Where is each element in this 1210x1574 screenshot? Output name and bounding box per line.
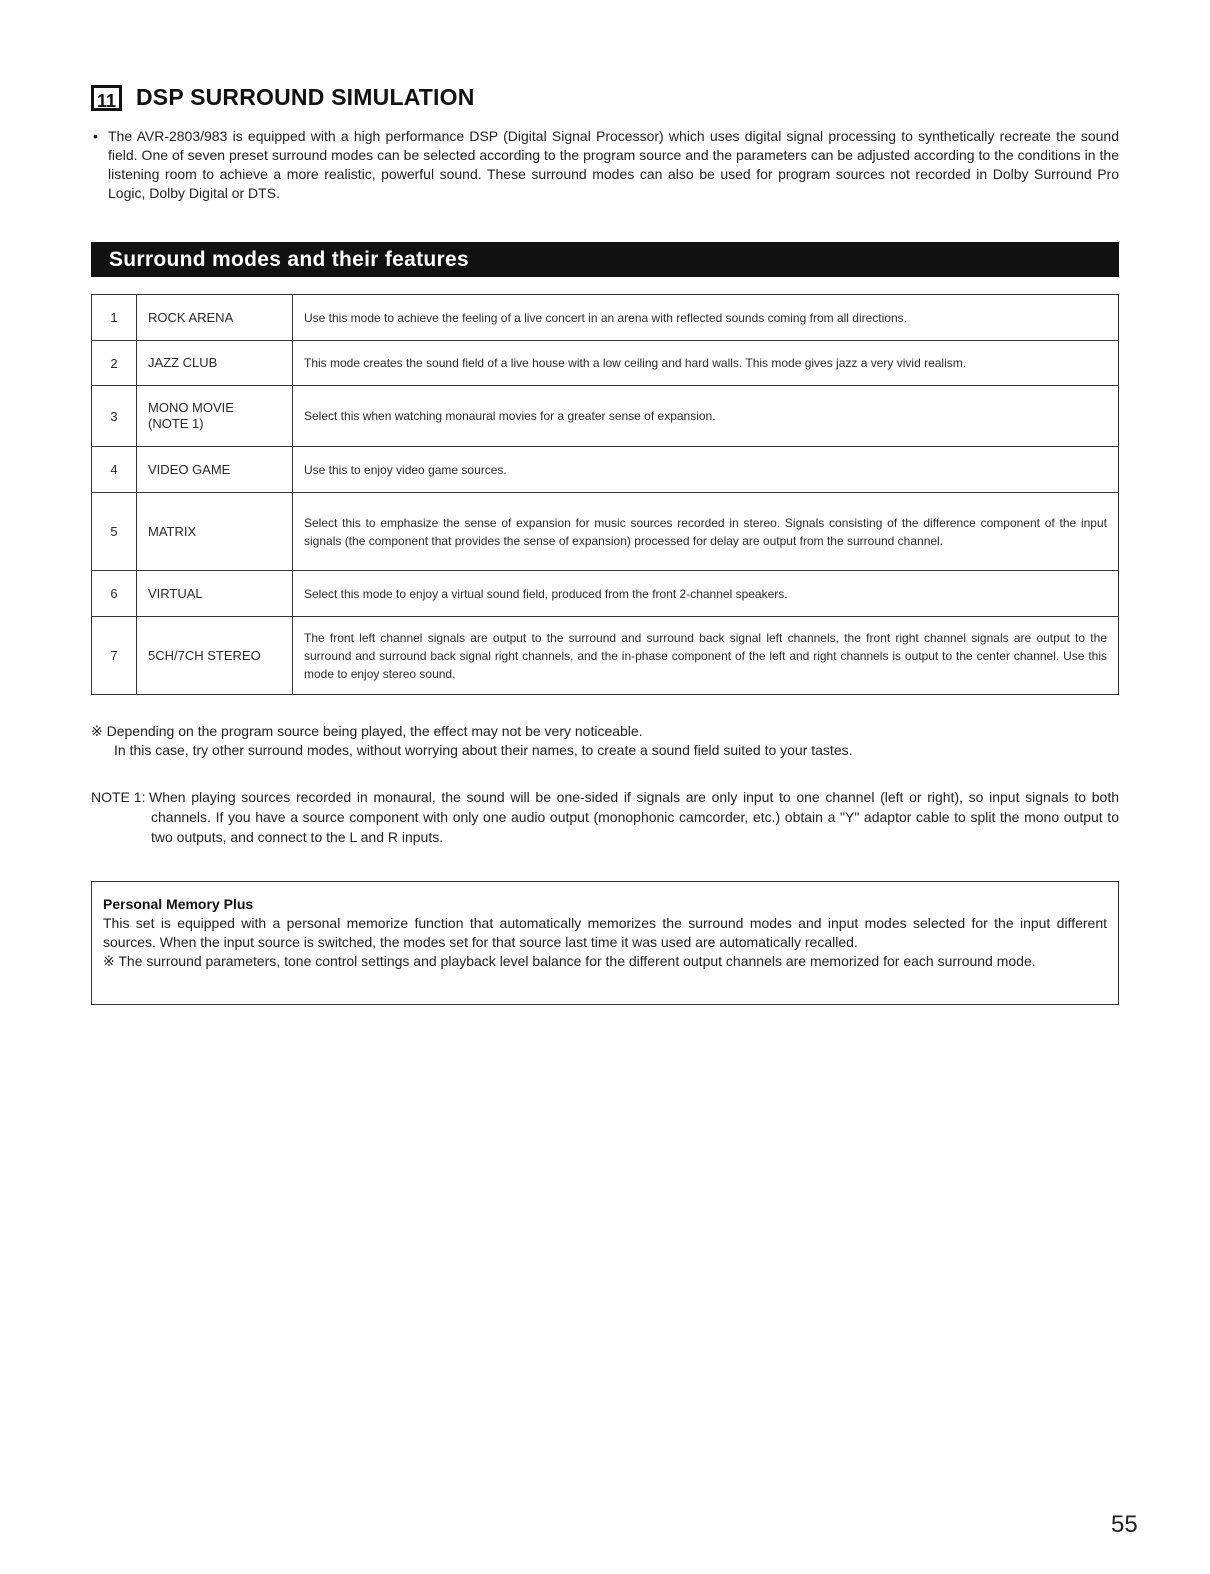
note-1-text: When playing sources recorded in monaural, the sound will be one-sided if signals are only input to one channel (left or right), so input signals to both channels. If you have a source component with only one audio output (monophonic camcorder, etc.) obtain a "Y" adaptor cable to split the mono output to two outputs, and connect to the L and R inputs.: [149, 789, 1119, 845]
note-1-label: NOTE 1:: [91, 789, 146, 805]
table-row: [92, 617, 1119, 695]
mode-name: 5CH/7CH STEREO: [137, 617, 293, 695]
mode-name: MATRIX: [137, 493, 293, 571]
table-row: [92, 447, 1119, 493]
mode-description: This mode creates the sound field of a live house with a low ceiling and hard walls. This mode gives jazz a very vivid realism.: [293, 341, 1119, 386]
mode-name: MONO MOVIE: [148, 400, 234, 415]
mode-name: JAZZ CLUB: [137, 341, 293, 386]
intro-text: The AVR-2803/983 is equipped with a high performance DSP (Digital Signal Processor) which uses digital signal processing to synthetically recreate the sound field. One of seven preset surround modes can be selected according to the program source and the parameters can be adjusted according to the conditions in the listening room to achieve a more realistic, powerful sound. These surround modes can also be used for program sources not recorded in Dolby Surround Pro Logic, Dolby Digital or DTS.: [108, 128, 1119, 201]
mode-number: 4: [92, 447, 137, 493]
mode-number: 5: [92, 493, 137, 571]
personal-memory-body: This set is equipped with a personal memorize function that automatically memorizes the surround modes and input modes selected for the input different sources. When the input source is switched, the modes set for that source last time it was used are automatically recalled.: [103, 915, 1107, 950]
mode-description: Use this mode to achieve the feeling of a live concert in an arena with reflected sounds coming from all directions.: [293, 295, 1119, 341]
personal-memory-title: Personal Memory Plus: [103, 896, 254, 912]
mode-number: 1: [92, 295, 137, 341]
mode-name-cell: [137, 386, 293, 447]
mode-name: VIRTUAL: [137, 571, 293, 617]
table-row: [92, 386, 1119, 447]
personal-memory-box: [91, 881, 1119, 1005]
effect-note-line1: ※ Depending on the program source being played, the effect may not be very noticeable.: [91, 723, 643, 739]
mode-name: ROCK ARENA: [137, 295, 293, 341]
mode-description: Select this to emphasize the sense of expansion for music sources recorded in stereo. Signals consisting of the difference component of the input signals (the component that provides the sense of expansion) processed for delay are output from the surround channel.: [293, 493, 1119, 571]
note-1: [91, 787, 1119, 847]
mode-number: 6: [92, 571, 137, 617]
table-row: [92, 493, 1119, 571]
mode-number: 7: [92, 617, 137, 695]
effect-note: [91, 722, 1119, 760]
section-number-box: 11: [91, 85, 122, 111]
mode-number: 3: [92, 386, 137, 447]
table-row: [92, 295, 1119, 341]
surround-modes-table: [91, 294, 1119, 695]
mode-description: Select this when watching monaural movies for a greater sense of expansion.: [293, 386, 1119, 447]
intro-paragraph: [91, 127, 1119, 203]
page-number: 55: [1111, 1511, 1138, 1538]
mode-number: 2: [92, 341, 137, 386]
section-heading: [91, 84, 475, 111]
mode-description: The front left channel signals are output to the surround and surround back signal left channels, the front right channel signals are output to the surround and surround back signal right channels, and the in-phase component of the left and right channels is output to the center channel. Use this mode to enjoy stereo sound.: [293, 617, 1119, 695]
mode-description: Select this mode to enjoy a virtual sound field, produced from the front 2-channel speakers.: [293, 571, 1119, 617]
section-title: DSP SURROUND SIMULATION: [136, 84, 475, 110]
table-row: [92, 341, 1119, 386]
table-row: [92, 571, 1119, 617]
personal-memory-note: ※ The surround parameters, tone control settings and playback level balance for the different output channels are memorized for each surround mode.: [103, 953, 1036, 969]
effect-note-line2: In this case, try other surround modes, without worrying about their names, to create a sound field suited to your tastes.: [114, 742, 853, 758]
bullet-icon: •: [93, 128, 98, 144]
modes-banner: Surround modes and their features: [91, 242, 1119, 277]
mode-note: (NOTE 1): [148, 416, 204, 431]
mode-description: Use this to enjoy video game sources.: [293, 447, 1119, 493]
mode-name: VIDEO GAME: [137, 447, 293, 493]
